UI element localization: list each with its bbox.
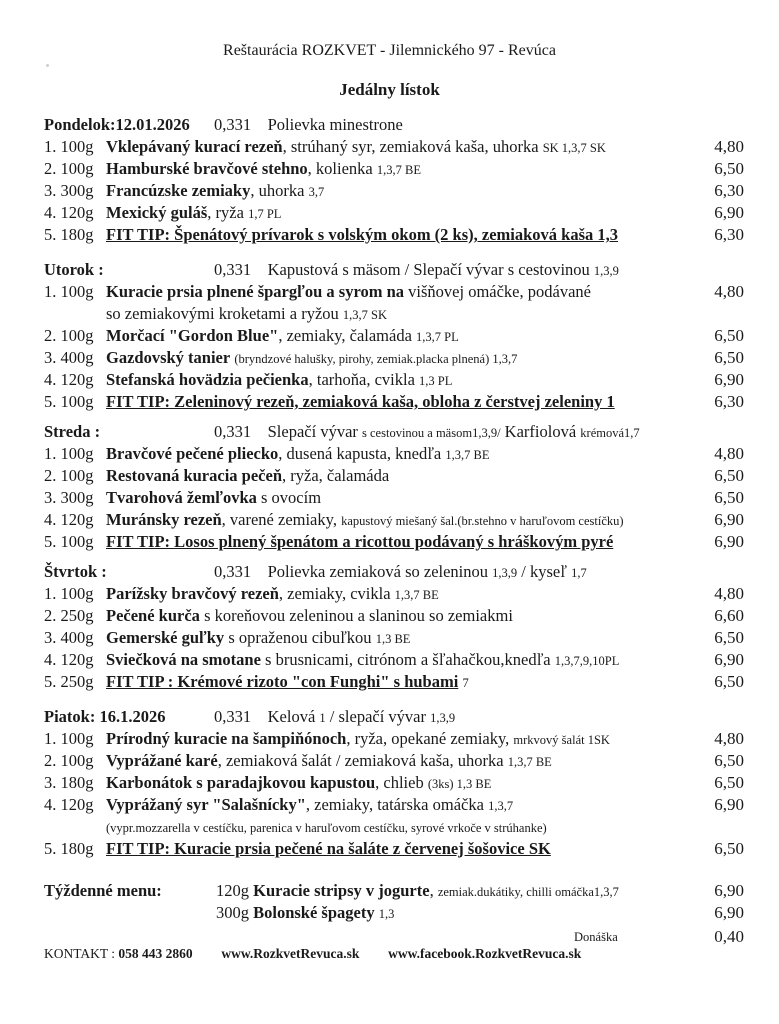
fit-tip: FIT TIP: Zeleninový rezeň, zemiaková kaša, obloha z čerstvej zeleniny 1 xyxy=(106,392,615,411)
soup-name: Polievka minestrone xyxy=(267,115,403,134)
allergens: s cestovinou a mäsom1,3,9/ xyxy=(362,426,501,440)
item-number-qty: 5. 250g xyxy=(44,672,94,691)
contact-phone: 058 443 2860 xyxy=(118,946,193,961)
item-number-qty: 5. 180g xyxy=(44,839,94,858)
soup-text xyxy=(214,561,587,583)
item-name: Karbonátok s paradajkovou kapustou xyxy=(106,773,376,792)
day-heading xyxy=(44,259,744,281)
allergens: 1,3,9 xyxy=(593,264,619,278)
soup-name-2: Karfiolová xyxy=(504,422,577,441)
allergens: 1,3,7 BE xyxy=(507,755,552,769)
item-name: Bravčové pečené pliecko xyxy=(106,444,279,463)
item-description: , zemiaková šalát / zemiaková kaša, uhorka xyxy=(217,751,504,770)
item-price: 6,50 xyxy=(692,750,744,772)
fit-tip: FIT TIP: Kuracie prsia pečené na šaláte z červenej šošovice SK xyxy=(106,839,551,858)
allergens: 1,3,7 BE xyxy=(394,588,439,602)
allergens: 3,7 xyxy=(308,185,325,199)
item-price: 6,50 xyxy=(692,487,744,509)
allergens: 1 xyxy=(319,711,326,725)
menu-item xyxy=(44,671,744,693)
item-name: Pečené kurča xyxy=(106,606,200,625)
item-price: 6,90 xyxy=(692,509,744,531)
menu-item xyxy=(44,136,744,158)
item-price: 6,90 xyxy=(692,902,744,924)
day-label: Utorok : xyxy=(44,260,104,279)
item-name: Mexický guláš xyxy=(106,203,208,222)
item-description: , chlieb xyxy=(375,773,424,792)
allergens: (vypr.mozzarella v cestíčku, parenica v haruľovom cestíčku, syrové vrkoče v strúhanke) xyxy=(106,821,547,835)
item-number-qty: 3. 400g xyxy=(44,348,94,367)
item-number-qty: 5. 100g xyxy=(44,532,94,551)
item-number-qty: 3. 300g xyxy=(44,181,94,200)
allergens: kapustový miešaný šal.(br.stehno v haruľovom cestíčku) xyxy=(341,514,624,528)
delivery-price: 0,40 xyxy=(692,926,744,948)
weekly-qty: 300g xyxy=(216,903,254,922)
item-price: 6,30 xyxy=(692,180,744,202)
item-name: Vyprážaný syr "Salašnícky" xyxy=(106,795,306,814)
menu-item xyxy=(44,794,744,816)
item-name: Sviečková na smotane xyxy=(106,650,261,669)
menu-item xyxy=(44,347,744,369)
item-name: Vyprážané karé xyxy=(106,751,218,770)
soup-qty: 0,331 xyxy=(214,562,252,581)
allergens: 1,3,9 xyxy=(430,711,456,725)
menu-item xyxy=(44,750,744,772)
weekly-qty: 120g xyxy=(216,881,254,900)
item-name: Gemerské guľky xyxy=(106,628,225,647)
item-number-qty: 3. 180g xyxy=(44,773,94,792)
allergens: 1,3 xyxy=(378,907,395,921)
item-name: Vklepávaný kurací rezeň xyxy=(106,137,283,156)
item-description: so zemiakovými kroketami a ryžou xyxy=(106,304,339,323)
menu-item xyxy=(44,202,744,224)
item-description: , strúhaný syr, zemiaková kaša, uhorka xyxy=(282,137,539,156)
item-description: , ryža xyxy=(207,203,244,222)
item-number-qty: 4. 120g xyxy=(44,650,94,669)
day-label: Pondelok:12.01.2026 xyxy=(44,115,190,134)
allergens: 1,3,7 PL xyxy=(416,330,459,344)
item-price: 4,80 xyxy=(692,443,744,465)
allergens: 1,3,7 BE xyxy=(376,163,421,177)
item-price: 6,30 xyxy=(692,224,744,246)
item-price: 6,90 xyxy=(692,649,744,671)
item-price: 4,80 xyxy=(692,728,744,750)
item-name: Morčací "Gordon Blue" xyxy=(106,326,279,345)
item-name: Gazdovský tanier xyxy=(106,348,231,367)
item-name: Muránsky rezeň xyxy=(106,510,222,529)
menu-item xyxy=(44,465,744,487)
item-number-qty: 3. 300g xyxy=(44,488,94,507)
soup-text xyxy=(214,114,403,136)
soup-qty: 0,331 xyxy=(214,707,252,726)
item-name: Kuracie stripsy v jogurte xyxy=(253,881,430,900)
item-number-qty: 1. 100g xyxy=(44,729,94,748)
weekly-item xyxy=(44,902,744,924)
day-heading xyxy=(44,561,744,583)
item-price: 6,60 xyxy=(692,605,744,627)
allergens: 1,3,7 SK xyxy=(342,308,387,322)
item-number-qty: 2. 250g xyxy=(44,606,94,625)
soup-qty: 0,331 xyxy=(214,260,252,279)
item-description: , zemiaky, tatárska omáčka xyxy=(305,795,484,814)
item-price: 6,50 xyxy=(692,325,744,347)
item-name: Kuracie prsia plnené špargľou a syrom na xyxy=(106,282,405,301)
menu-item xyxy=(44,627,744,649)
item-description: , kolienka xyxy=(307,159,373,178)
menu-item xyxy=(44,391,744,413)
day-heading xyxy=(44,706,744,728)
fit-tip: FIT TIP: Špenátový prívarok s volským okom (2 ks), zemiaková kaša 1,3 xyxy=(106,225,619,244)
item-price: 6,90 xyxy=(692,531,744,553)
weekly-item-text xyxy=(216,880,619,902)
item-price: 6,90 xyxy=(692,202,744,224)
item-name: Tvarohová žemľovka xyxy=(106,488,257,507)
item-number-qty: 2. 100g xyxy=(44,751,94,770)
item-number-qty: 1. 100g xyxy=(44,137,94,156)
item-number-qty: 4. 120g xyxy=(44,795,94,814)
item-name: Parížsky bravčový rezeň xyxy=(106,584,279,603)
item-number-qty: 1. 100g xyxy=(44,282,94,301)
item-description: s ovocím xyxy=(256,488,322,507)
item-price: 4,80 xyxy=(692,583,744,605)
soup-name-2: / slepačí vývar xyxy=(329,707,426,726)
allergens: 1,7 PL xyxy=(248,207,282,221)
allergens: (3ks) 1,3 BE xyxy=(427,777,492,791)
allergens: 1,3,7 BE xyxy=(445,448,490,462)
soup-name: Polievka zemiaková so zeleninou xyxy=(267,562,489,581)
menu-item xyxy=(44,158,744,180)
fit-tip: FIT TIP: Losos plnený špenátom a ricottou podávaný s hráškovým pyré xyxy=(106,532,614,551)
allergens: mrkvový šalát 1SK xyxy=(513,733,610,747)
contact-line xyxy=(44,946,581,962)
item-number-qty: 2. 100g xyxy=(44,466,94,485)
weekly-item-text xyxy=(216,902,394,924)
item-price: 6,90 xyxy=(692,880,744,902)
delivery-row xyxy=(44,926,744,948)
allergens: 1,3 PL xyxy=(419,374,453,388)
item-description: , uhorka xyxy=(250,181,305,200)
item-price: 4,80 xyxy=(692,136,744,158)
allergens: 1,3,7,9,10PL xyxy=(554,654,620,668)
weekly-label: Týždenné menu: xyxy=(44,881,162,900)
item-price: 6,50 xyxy=(692,772,744,794)
day-heading xyxy=(44,421,744,443)
item-number-qty: 2. 100g xyxy=(44,326,94,345)
day-label: Štvrtok : xyxy=(44,562,107,581)
item-number-qty: 4. 120g xyxy=(44,370,94,389)
item-description: s brusnicami, citrónom a šľahačkou,knedľa xyxy=(260,650,551,669)
soup-text xyxy=(214,421,640,443)
allergens: SK 1,3,7 SK xyxy=(542,141,606,155)
allergens: 1,3,9 xyxy=(492,566,518,580)
menu-item xyxy=(44,838,744,860)
soup-qty: 0,331 xyxy=(214,422,252,441)
item-description: višňovej omáčke, podávané xyxy=(404,282,591,301)
item-price: 6,50 xyxy=(692,158,744,180)
item-name: Restovaná kuracia pečeň xyxy=(106,466,282,485)
item-description: , tarhoňa, cvikla xyxy=(308,370,415,389)
menu-item xyxy=(44,224,744,246)
item-description: , ryža, opekané zemiaky, xyxy=(346,729,510,748)
menu-item xyxy=(44,180,744,202)
soup-qty: 0,331 xyxy=(214,115,252,134)
menu-item xyxy=(44,487,744,509)
menu-item xyxy=(44,443,744,465)
allergens: zemiak.dukátiky, chilli omáčka1,3,7 xyxy=(437,885,619,899)
allergens: krémová1,7 xyxy=(580,426,640,440)
delivery-label: Donáška xyxy=(574,930,618,944)
soup-name: Kapustová s mäsom / Slepačí vývar s cestovinou xyxy=(267,260,590,279)
day-label: Piatok: 16.1.2026 xyxy=(44,707,166,726)
item-description: , ryža, čalamáda xyxy=(282,466,390,485)
menu-item xyxy=(44,281,744,303)
item-name: Stefanská hovädzia pečienka xyxy=(106,370,309,389)
menu-title: Jedálny lístok xyxy=(339,80,440,99)
menu-item xyxy=(44,369,744,391)
scan-speck xyxy=(46,64,49,67)
allergens: 7 xyxy=(462,676,469,690)
menu-item xyxy=(44,509,744,531)
item-price: 6,50 xyxy=(692,347,744,369)
menu-item xyxy=(44,649,744,671)
menu-item xyxy=(44,531,744,553)
item-description: , zemiaky, cvikla xyxy=(278,584,391,603)
item-price: 6,90 xyxy=(692,369,744,391)
allergens: 1,7 xyxy=(571,566,587,580)
item-number-qty: 4. 120g xyxy=(44,510,94,529)
menu-item-continuation xyxy=(44,303,744,325)
allergens: 1,3 BE xyxy=(375,632,411,646)
item-description: , zemiaky, čalamáda xyxy=(278,326,412,345)
item-name: Hamburské bravčové stehno xyxy=(106,159,308,178)
item-price: 6,50 xyxy=(692,465,744,487)
soup-name: Kelová xyxy=(267,707,316,726)
soup-text xyxy=(214,259,619,281)
soup-name: Slepačí vývar xyxy=(267,422,358,441)
soup-name-2: / kyseľ xyxy=(521,562,567,581)
item-number-qty: 2. 100g xyxy=(44,159,94,178)
menu-item xyxy=(44,728,744,750)
menu-item xyxy=(44,583,744,605)
item-description: s opraženou cibuľkou xyxy=(224,628,372,647)
item-number-qty: 5. 100g xyxy=(44,392,94,411)
day-label: Streda : xyxy=(44,422,101,441)
item-description xyxy=(44,817,106,836)
soup-text xyxy=(214,706,455,728)
allergens: 1,3,7 xyxy=(488,799,514,813)
fit-tip: FIT TIP : Krémové rizoto "con Funghi" s hubami xyxy=(106,672,459,691)
item-name: Bolonské špagety xyxy=(253,903,375,922)
contact-label: KONTAKT : xyxy=(44,946,116,961)
item-price: 6,50 xyxy=(692,671,744,693)
item-name: Francúzske zemiaky xyxy=(106,181,251,200)
item-description: s koreňovou zeleninou a slaninou so zemiakmi xyxy=(199,606,513,625)
item-number-qty: 4. 120g xyxy=(44,203,94,222)
item-price: 6,50 xyxy=(692,627,744,649)
menu-item xyxy=(44,605,744,627)
item-number-qty: 1. 100g xyxy=(44,584,94,603)
item-number-qty: 3. 400g xyxy=(44,628,94,647)
item-description: , varené zemiaky, xyxy=(221,510,337,529)
day-heading xyxy=(44,114,744,136)
contact-facebook[interactable]: www.facebook.RozkvetRevuca.sk xyxy=(388,946,582,961)
contact-web[interactable]: www.RozkvetRevuca.sk xyxy=(221,946,360,961)
item-name: Prírodný kuracie na šampiňónoch xyxy=(106,729,347,748)
menu-item-continuation xyxy=(44,816,744,838)
item-price: 6,30 xyxy=(692,391,744,413)
item-price: 6,90 xyxy=(692,794,744,816)
item-price: 4,80 xyxy=(692,281,744,303)
restaurant-name: Reštaurácia ROZKVET - Jilemnického 97 - Revúca xyxy=(223,42,556,59)
item-description: , xyxy=(429,881,434,900)
weekly-item xyxy=(44,880,744,902)
item-price: 6,50 xyxy=(692,838,744,860)
item-number-qty: 5. 180g xyxy=(44,225,94,244)
allergens: (bryndzové halušky, pirohy, zemiak.placka plnená) 1,3,7 xyxy=(234,352,518,366)
item-number-qty: 1. 100g xyxy=(44,444,94,463)
menu-item xyxy=(44,772,744,794)
menu-item xyxy=(44,325,744,347)
item-description: , dusená kapusta, knedľa xyxy=(278,444,442,463)
